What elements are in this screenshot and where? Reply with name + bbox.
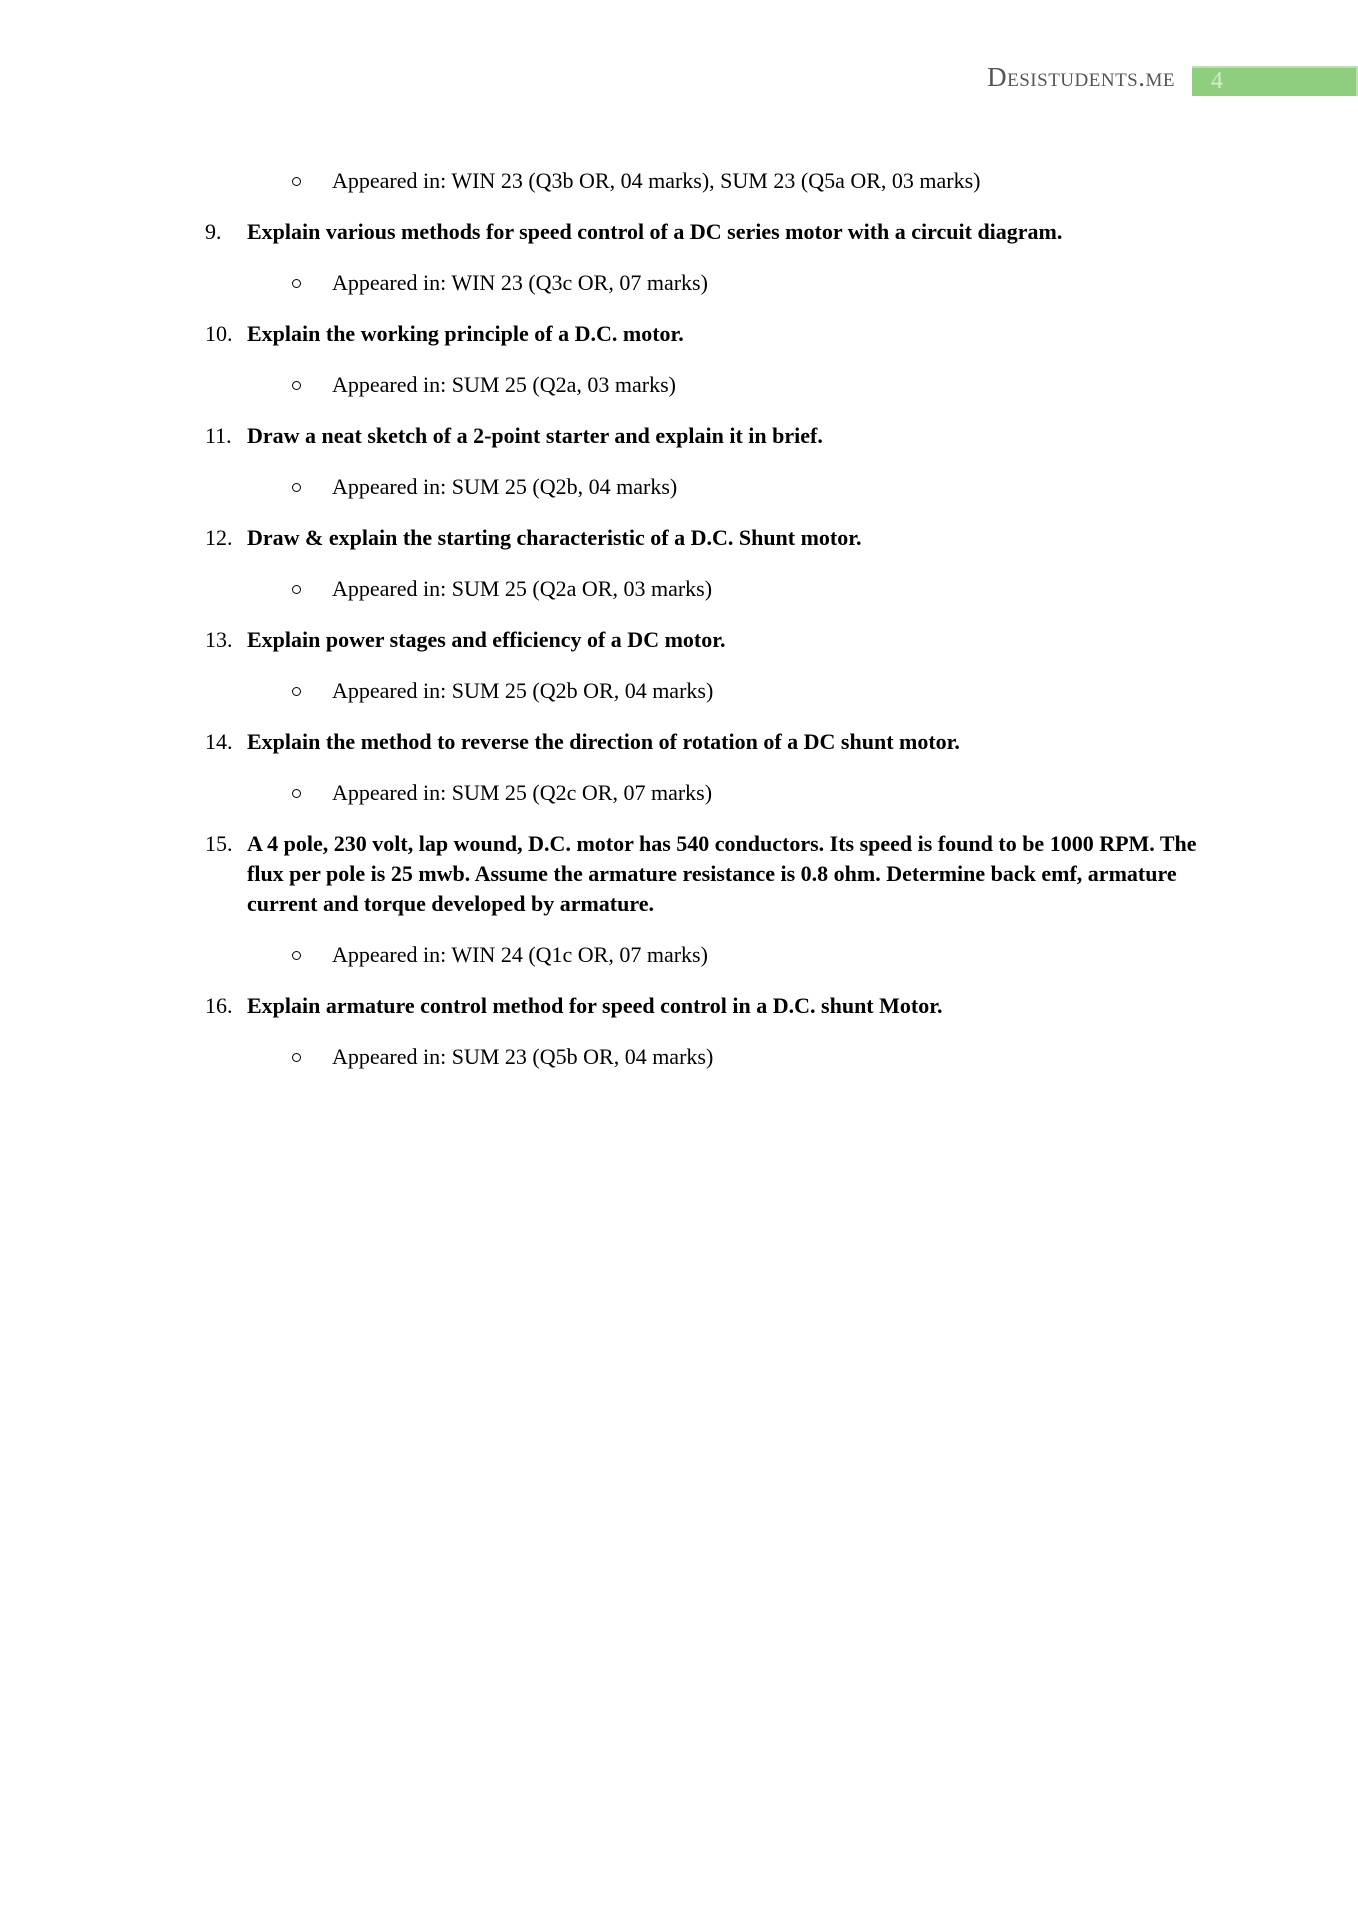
question-text: A 4 pole, 230 volt, lap wound, D.C. motor has 540 conductors. Its speed is found to be 1000 RPM. The flux per pole is 25 mwb. Assume the armature resistance is 0.8 ohm. Determine back emf, armature current and torque developed by armature. xyxy=(247,831,1197,916)
circle-bullet-icon xyxy=(292,177,301,186)
question-number: 9. xyxy=(205,219,222,244)
question-item-16 xyxy=(0,991,1358,1072)
question-text: Explain power stages and efficiency of a DC motor. xyxy=(247,627,726,652)
appearance-text: Appeared in: WIN 23 (Q3c OR, 07 marks) xyxy=(332,270,708,295)
question-line xyxy=(205,829,1205,919)
appearance-text: Appeared in: SUM 23 (Q5b OR, 04 marks) xyxy=(332,1044,714,1069)
question-item-11 xyxy=(0,421,1358,502)
page-number-badge xyxy=(1192,66,1358,96)
question-text: Explain the working principle of a D.C. motor. xyxy=(247,321,684,346)
question-text: Explain armature control method for speed control in a D.C. shunt Motor. xyxy=(247,993,943,1018)
question-item-9 xyxy=(0,217,1358,298)
circle-bullet-icon xyxy=(292,585,301,594)
circle-bullet-icon xyxy=(292,1053,301,1062)
appearance-bullet xyxy=(332,1042,1205,1072)
question-number: 10. xyxy=(205,321,233,346)
appearance-bullet-intro xyxy=(332,166,1205,196)
appearance-bullet xyxy=(332,472,1205,502)
appearance-text: Appeared in: WIN 23 (Q3b OR, 04 marks), SUM 23 (Q5a OR, 03 marks) xyxy=(332,168,981,193)
question-text: Explain various methods for speed control of a DC series motor with a circuit diagram. xyxy=(247,219,1063,244)
appearance-bullet xyxy=(332,940,1205,970)
circle-bullet-icon xyxy=(292,687,301,696)
appearance-text: Appeared in: SUM 25 (Q2a, 03 marks) xyxy=(332,372,676,397)
appearance-bullet xyxy=(332,778,1205,808)
appearance-bullet xyxy=(332,268,1205,298)
appearance-text: Appeared in: SUM 25 (Q2b, 04 marks) xyxy=(332,474,678,499)
question-number: 11. xyxy=(205,423,232,448)
question-number: 15. xyxy=(205,831,233,856)
appearance-bullet xyxy=(332,574,1205,604)
site-name: Desistudents.me xyxy=(987,62,1175,92)
circle-bullet-icon xyxy=(292,789,301,798)
circle-bullet-icon xyxy=(292,483,301,492)
question-line xyxy=(205,727,1205,757)
question-number: 13. xyxy=(205,627,233,652)
question-line xyxy=(205,625,1205,655)
question-text: Draw & explain the starting characteristic of a D.C. Shunt motor. xyxy=(247,525,862,550)
question-item-13 xyxy=(0,625,1358,706)
question-number: 12. xyxy=(205,525,233,550)
question-line xyxy=(205,991,1205,1021)
question-line xyxy=(205,421,1205,451)
question-text: Explain the method to reverse the direction of rotation of a DC shunt motor. xyxy=(247,729,960,754)
circle-bullet-icon xyxy=(292,951,301,960)
question-line xyxy=(205,319,1205,349)
appearance-text: Appeared in: SUM 25 (Q2c OR, 07 marks) xyxy=(332,780,713,805)
page-number: 4 xyxy=(1211,68,1223,94)
question-text: Draw a neat sketch of a 2-point starter and explain it in brief. xyxy=(247,423,823,448)
question-list xyxy=(0,166,1358,1093)
question-line xyxy=(205,217,1205,247)
question-line xyxy=(205,523,1205,553)
appearance-bullet xyxy=(332,676,1205,706)
question-item-15 xyxy=(0,829,1358,970)
circle-bullet-icon xyxy=(292,279,301,288)
question-number: 16. xyxy=(205,993,233,1018)
appearance-text: Appeared in: WIN 24 (Q1c OR, 07 marks) xyxy=(332,942,708,967)
circle-bullet-icon xyxy=(292,381,301,390)
appearance-text: Appeared in: SUM 25 (Q2b OR, 04 marks) xyxy=(332,678,714,703)
question-item-10 xyxy=(0,319,1358,400)
appearance-text: Appeared in: SUM 25 (Q2a OR, 03 marks) xyxy=(332,576,713,601)
question-item-14 xyxy=(0,727,1358,808)
appearance-bullet xyxy=(332,370,1205,400)
question-number: 14. xyxy=(205,729,233,754)
question-item-12 xyxy=(0,523,1358,604)
